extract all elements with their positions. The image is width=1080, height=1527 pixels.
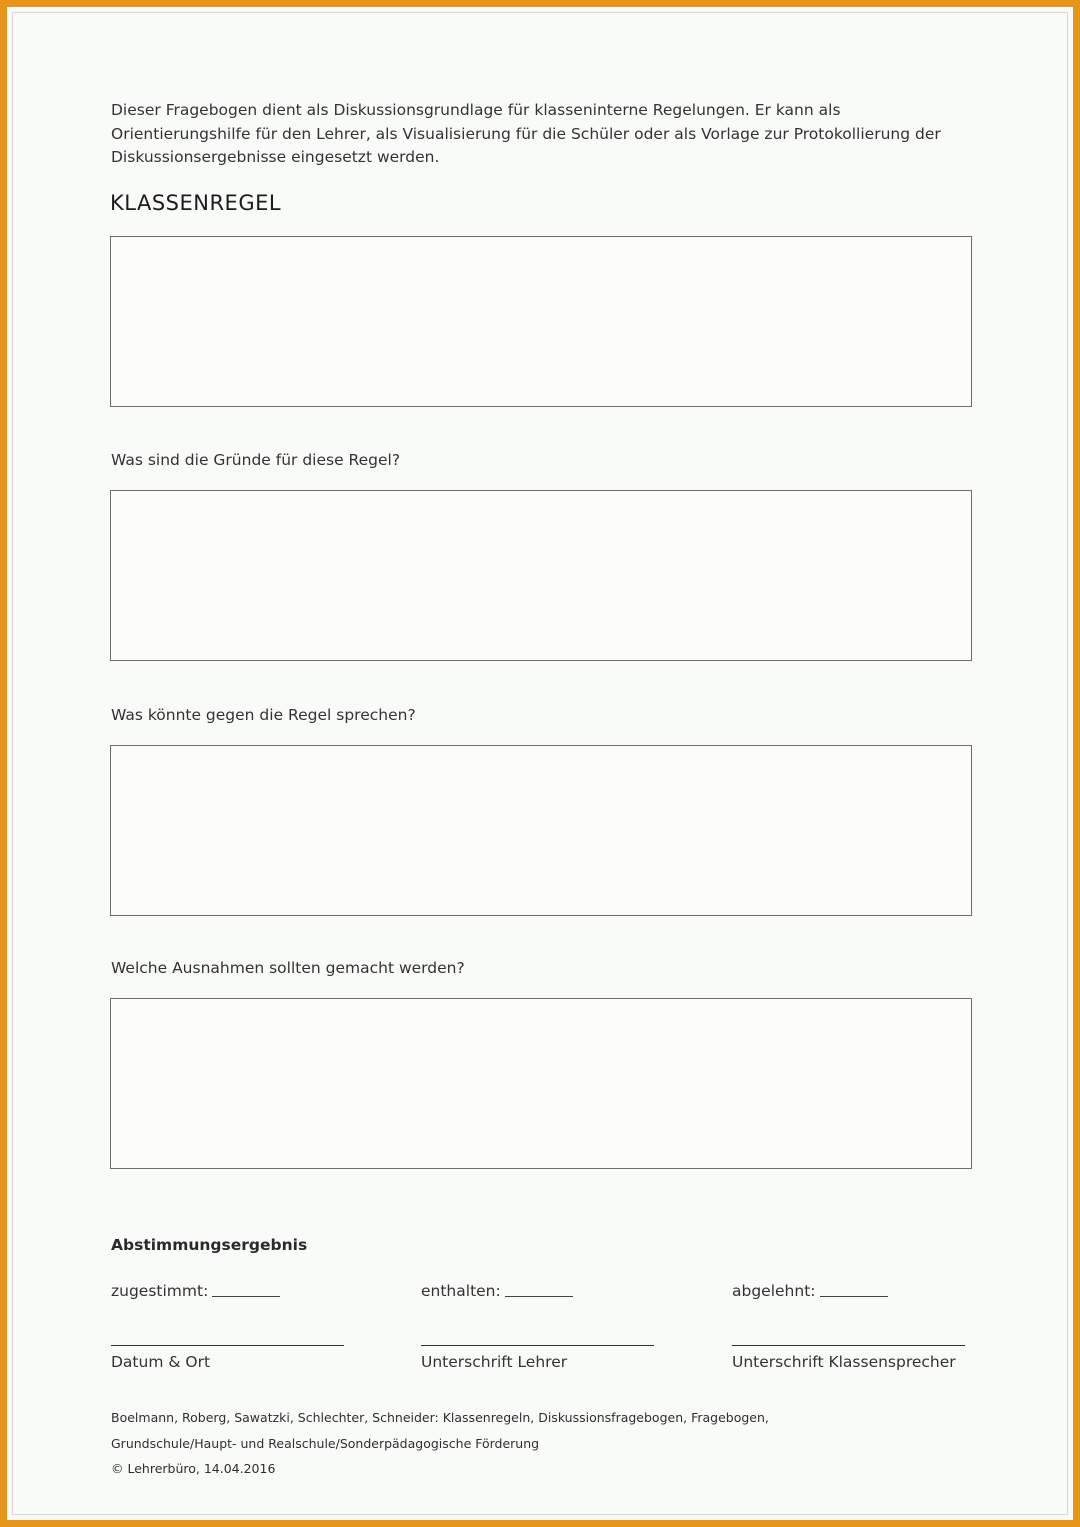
exceptions-answer-box[interactable] xyxy=(110,998,972,1169)
date-place-line[interactable] xyxy=(111,1345,344,1346)
teacher-signature-label: Unterschrift Lehrer xyxy=(421,1353,568,1371)
reasons-answer-box[interactable] xyxy=(110,490,972,661)
class-rep-signature-label: Unterschrift Klassensprecher xyxy=(732,1353,956,1371)
vote-rejected xyxy=(732,1282,888,1300)
footer-citation xyxy=(111,1405,769,1482)
rule-answer-box[interactable] xyxy=(110,236,972,407)
question-against: Was könnte gegen die Regel sprechen? xyxy=(111,706,416,724)
vote-abstained-label: enthalten: xyxy=(421,1282,501,1300)
footer-line-3: © Lehrerbüro, 14.04.2016 xyxy=(111,1461,276,1476)
intro-text: Dieser Fragebogen dient als Diskussionsgrundlage für klasseninterne Regelungen. Er kann als Orientierungshilfe für den Lehrer, als Visualisierung für die Schüler oder als Vorlage zur Protokollierung der Diskussionsergebnisse eingesetzt werden. xyxy=(111,101,941,166)
vote-abstained-blank[interactable] xyxy=(505,1284,573,1297)
vote-rejected-label: abgelehnt: xyxy=(732,1282,816,1300)
footer-line-1: Boelmann, Roberg, Sawatzki, Schlechter, Schneider: Klassenregeln, Diskussionsfragebogen, Fragebogen, xyxy=(111,1410,769,1425)
vote-heading: Abstimmungsergebnis xyxy=(111,1236,308,1254)
vote-approved xyxy=(111,1282,280,1300)
vote-rejected-blank[interactable] xyxy=(820,1284,888,1297)
vote-approved-label: zugestimmt: xyxy=(111,1282,209,1300)
class-rep-signature-line[interactable] xyxy=(732,1345,965,1346)
teacher-signature-line[interactable] xyxy=(421,1345,654,1346)
question-exceptions: Welche Ausnahmen sollten gemacht werden? xyxy=(111,959,465,977)
page-title: KLASSENREGEL xyxy=(110,191,282,215)
against-answer-box[interactable] xyxy=(110,745,972,916)
vote-abstained xyxy=(421,1282,573,1300)
date-place-label: Datum & Ort xyxy=(111,1353,211,1371)
question-reasons: Was sind die Gründe für diese Regel? xyxy=(111,451,401,469)
footer-line-2: Grundschule/Haupt- und Realschule/Sonderpädagogische Förderung xyxy=(111,1435,540,1451)
vote-approved-blank[interactable] xyxy=(212,1284,280,1297)
